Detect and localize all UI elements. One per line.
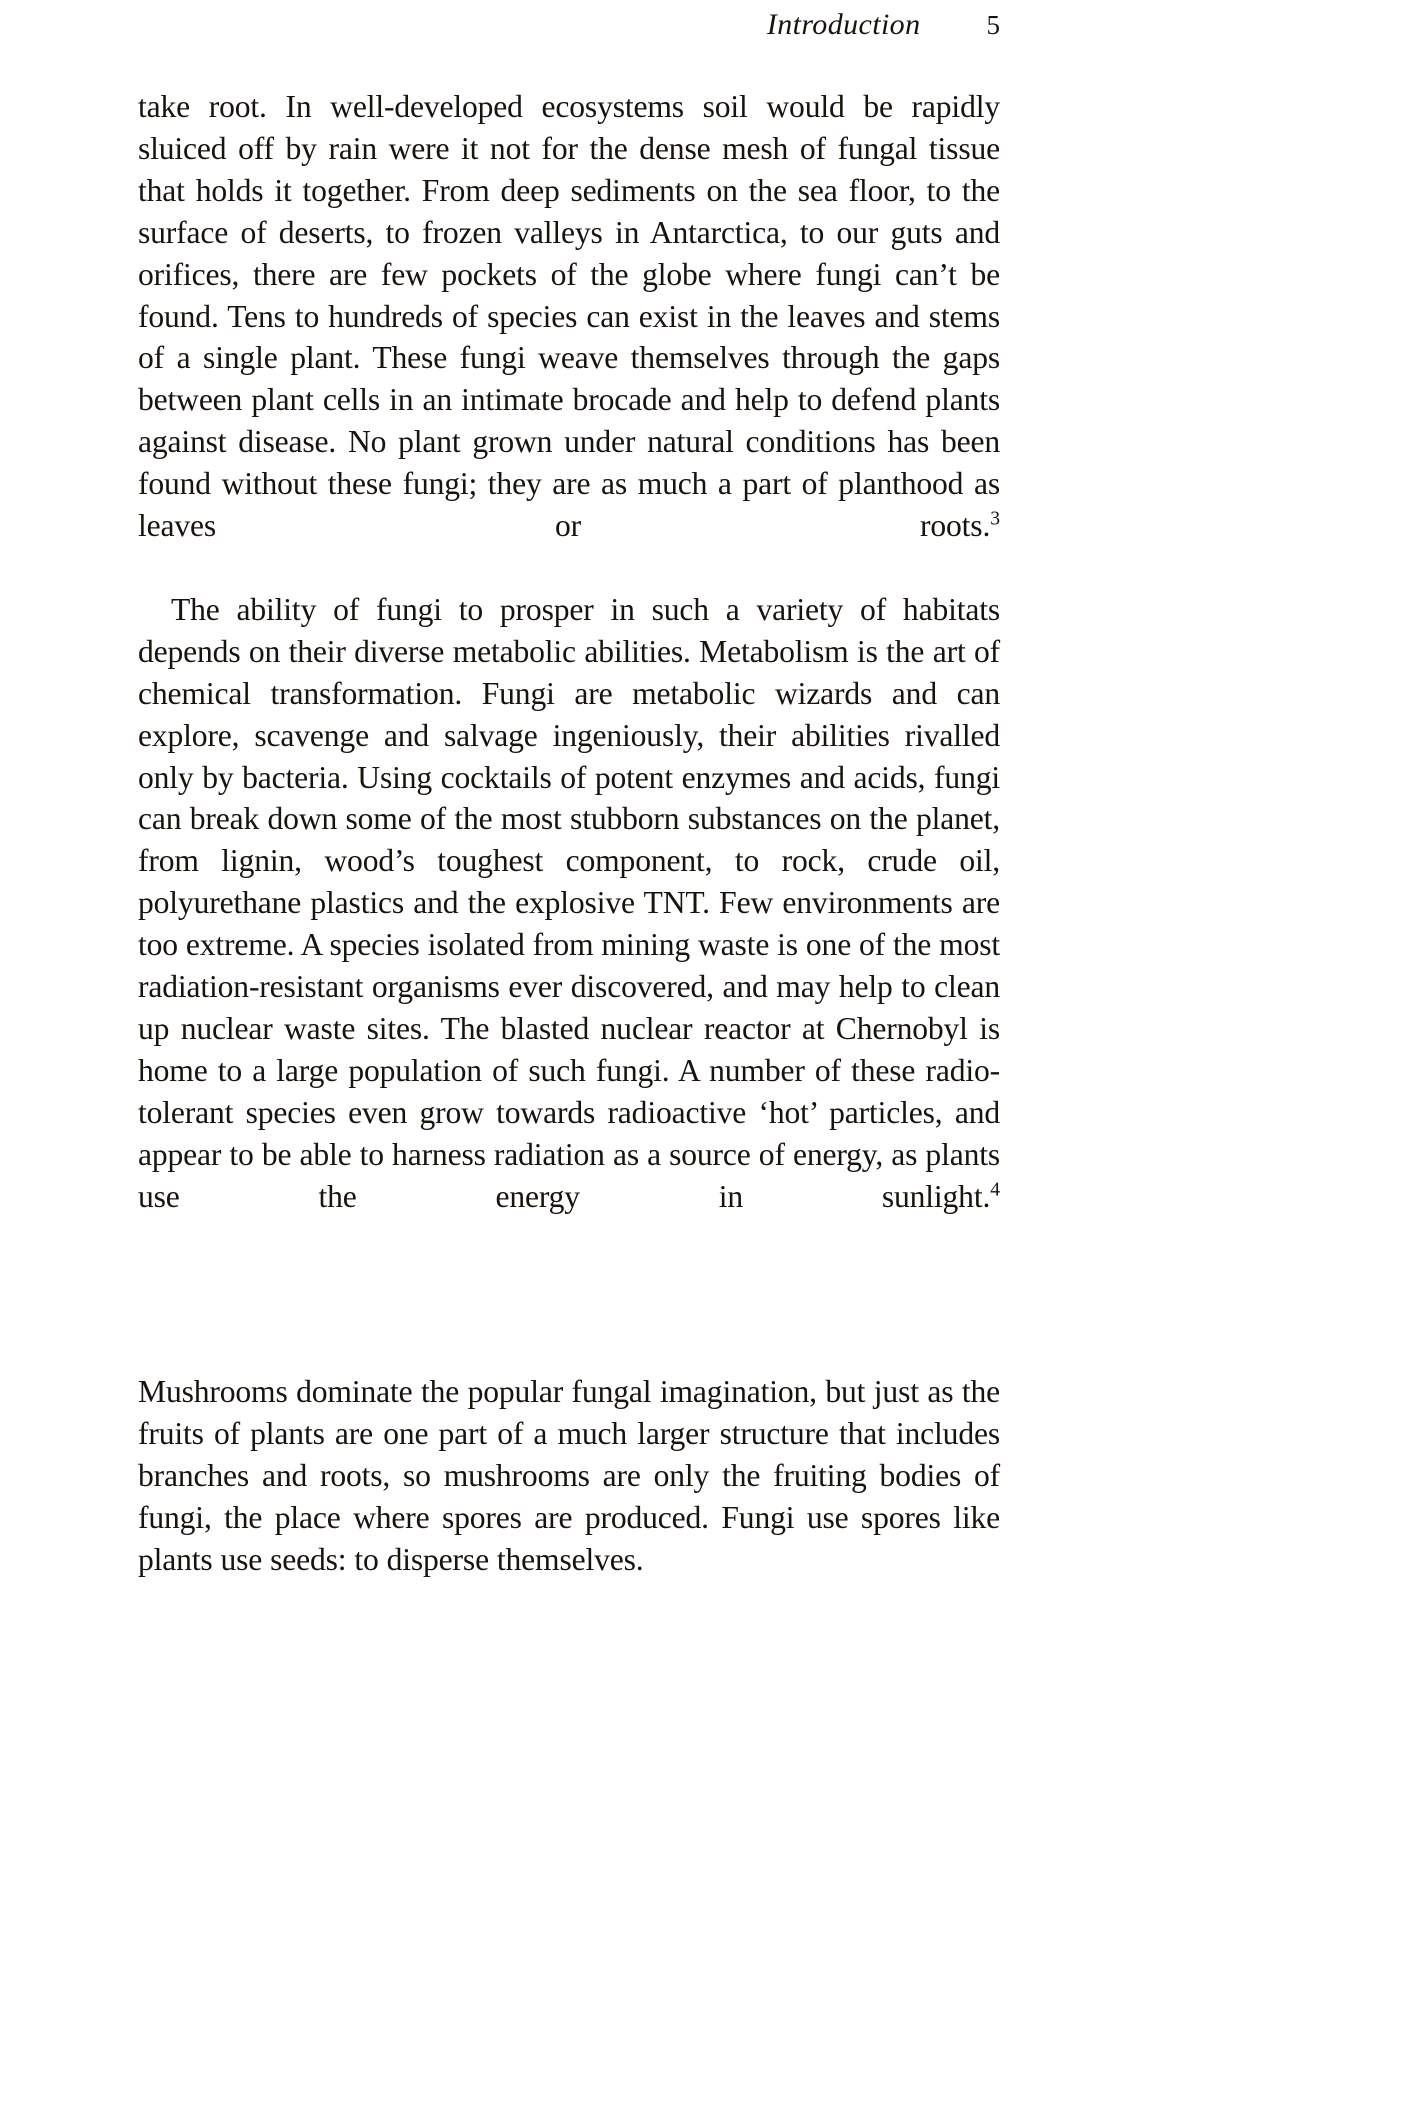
footnote-marker-3: 3 bbox=[990, 508, 1000, 530]
paragraph-mushrooms bbox=[138, 1371, 1000, 1581]
paragraph-text: take root. In well-developed ecosystems soil would be rapidly sluiced off by rain were it not for the dense mesh of fungal tissue that holds it together. From deep sediments on the sea floor, to the surface of deserts, to frozen valleys in Antarctica, to our guts and orifices, there are few pockets of the globe where fungi can’t be found. Tens to hundreds of species can exist in the leaves and stems of a single plant. These fungi weave themselves through the gaps between plant cells in an intimate brocade and help to defend plants against disease. No plant grown under natural conditions has been found without these fungi; they are as much a part of planthood as leaves or roots. bbox=[138, 89, 1000, 544]
paragraph-continued bbox=[138, 86, 1000, 589]
body-text-block bbox=[138, 86, 1000, 1581]
paragraph-text: Mushrooms dominate the popular fungal imagination, but just as the fruits of plants are one part of a much larger structure that includes branches and roots, so mushrooms are only the fruiting bodies of fungi, the place where spores are produced. Fungi use spores like plants use seeds: to disperse themselves. bbox=[138, 1374, 1000, 1577]
running-head bbox=[138, 8, 1000, 54]
footnote-marker-4: 4 bbox=[990, 1179, 1000, 1201]
paragraph-metabolism bbox=[138, 589, 1000, 1260]
paragraph-text: The ability of fungi to prosper in such a variety of habitats depends on their diverse metabolic abilities. Metabolism is the art of chemical transformation. Fungi are metabolic wizards and can explore, scavenge and salvage ingeniously, their abilities rivalled only by bacteria. Using cocktails of potent enzymes and acids, fungi can break down some of the most stubborn substances on the planet, from lignin, wood’s toughest component, to rock, crude oil, polyurethane plastics and the explosive TNT. Few environments are too extreme. A species isolated from mining waste is one of the most radiation-resistant organisms ever discovered, and may help to clean up nuclear waste sites. The blasted nuclear reactor at Chernobyl is home to a large population of such fungi. A number of these radio-tolerant species even grow towards radioactive ‘hot’ particles, and appear to be able to harness radiation as a source of energy, as plants use the energy in sunlight. bbox=[138, 591, 1000, 1214]
running-head-title: Introduction bbox=[766, 8, 921, 41]
page-number: 5 bbox=[986, 10, 1000, 40]
